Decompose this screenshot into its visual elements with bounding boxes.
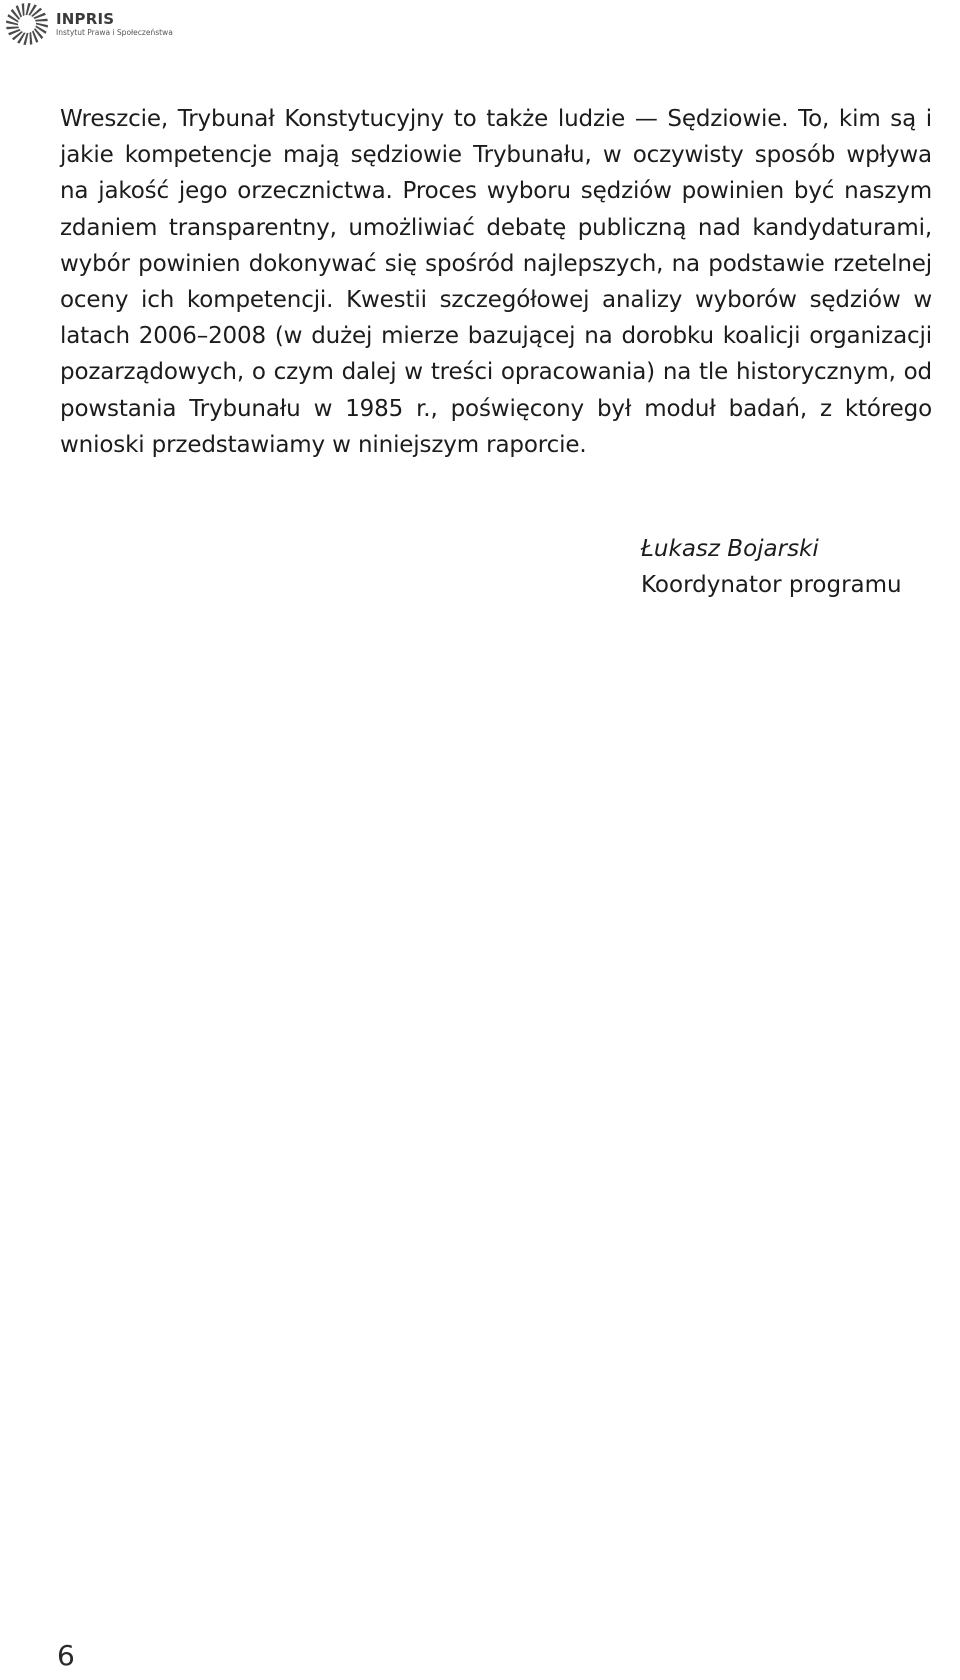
logo-ray bbox=[30, 32, 33, 45]
logo-ray bbox=[6, 27, 19, 30]
logo-subtitle: Instytut Prawa i Społeczeństwa bbox=[56, 27, 173, 37]
logo-ray bbox=[22, 3, 25, 16]
page-number: 6 bbox=[57, 1639, 75, 1672]
logo-text bbox=[56, 11, 173, 38]
sunburst-logo-icon bbox=[4, 1, 50, 47]
body-paragraph: Wreszcie, Trybunał Konstytucyjny to także ludzie — Sędziowie. To, kim są i jakie kompetencje mają sędziowie Trybunału, w oczywisty sposób wpływa na jakość jego orzecznictwa. Proces wyboru sędziów powinien być naszym zdaniem transparentny, umożliwiać debatę publiczną nad kandydaturami, wybór powinien dokonywać się spośród najlepszych, na podstawie rzetelnej oceny ich kompetencji. Kwestii szczegółowej analizy wyborów sędziów w latach 2006–2008 (w dużej mierze bazującej na dorobku koalicji organizacji pozarządowych, o czym dalej w treści opracowania) na tle historycznym, od powstania Trybunału w 1985 r., poświęcony był moduł badań, z którego wnioski przedstawiamy w niniejszym raporcie. bbox=[60, 106, 932, 458]
logo-ray bbox=[35, 19, 48, 22]
signature-block bbox=[641, 531, 941, 603]
header-logo bbox=[4, 0, 184, 48]
logo-name: INPRIS bbox=[56, 9, 115, 28]
signature-name: Łukasz Bojarski bbox=[641, 536, 819, 562]
signature-role: Koordynator programu bbox=[641, 572, 902, 598]
